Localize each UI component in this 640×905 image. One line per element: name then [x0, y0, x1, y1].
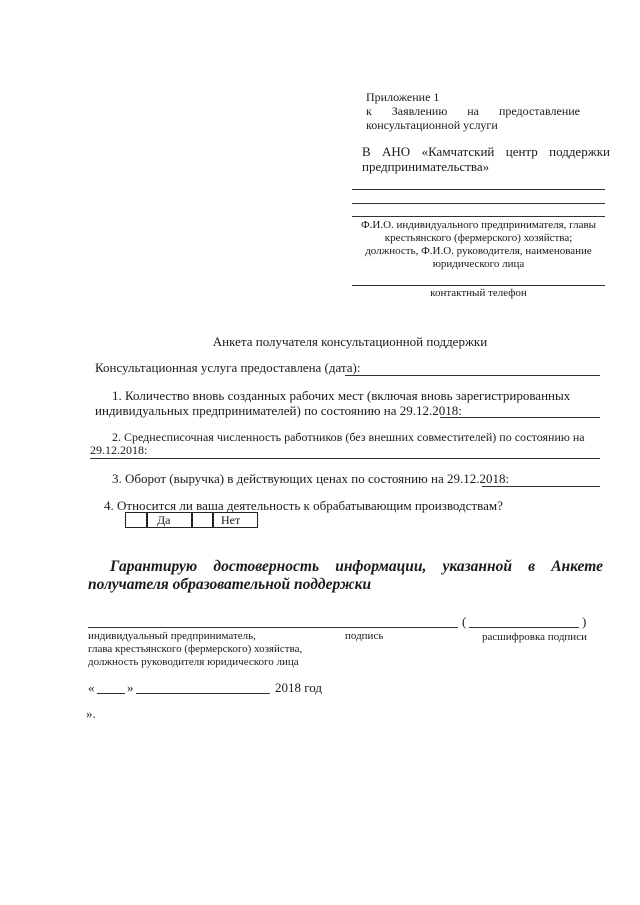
phone-caption: контактный телефон	[430, 287, 527, 299]
question-1-line1: 1. Количество вновь созданных рабочих мест (включая вновь зарегистрированных	[112, 388, 571, 403]
addressee-word: АНО	[382, 144, 411, 159]
addressee-word: поддержки	[549, 144, 610, 159]
answer-no-checkbox[interactable]	[191, 512, 214, 528]
date-year: 2018 год	[275, 680, 322, 695]
question-1-answer-line[interactable]	[440, 417, 600, 418]
appendix-reference-line	[366, 104, 580, 119]
question-2-answer-line[interactable]	[90, 458, 600, 459]
guarantee-line	[110, 558, 603, 576]
service-date-line[interactable]	[345, 375, 600, 376]
applicant-line[interactable]	[352, 216, 605, 217]
guarantee-word: информации,	[335, 558, 427, 575]
appendix-word: на	[467, 104, 479, 118]
decoding-label: расшифровка подписи	[482, 631, 587, 643]
answer-yes-checkbox[interactable]	[125, 512, 148, 528]
open-parenthesis: (	[462, 614, 467, 629]
signer-role-line: индивидуальный предприниматель,	[88, 630, 256, 642]
applicant-caption	[352, 219, 605, 271]
appendix-service: консультационной услуги	[366, 118, 498, 132]
guarantee-continuation: получателя образовательной поддержки	[88, 576, 372, 593]
applicant-line[interactable]	[352, 203, 605, 204]
appendix-word: к	[366, 104, 372, 118]
signer-role-line: глава крестьянского (фермерского) хозяйства,	[88, 643, 303, 655]
question-3-answer-line[interactable]	[482, 486, 600, 487]
question-2-line2: 29.12.2018:	[90, 443, 148, 457]
addressee-org: предпринимательства»	[362, 159, 490, 174]
caption-line: Ф.И.О. индивидуального предпринимателя, главы	[360, 219, 597, 231]
question-2-line1: 2. Среднесписочная численность работников (без внешних совместителей) по состоянию на	[112, 430, 585, 444]
signature-label: подпись	[345, 630, 384, 642]
appendix-title: Приложение 1	[366, 90, 440, 104]
applicant-line[interactable]	[352, 189, 605, 190]
date-month-line[interactable]	[136, 693, 270, 694]
date-open-quote: «	[88, 680, 95, 695]
question-4: 4. Относится ли ваша деятельность к обрабатывающим производствам?	[104, 498, 503, 513]
caption-line: юридического лица	[432, 258, 525, 270]
addressee-word: В	[362, 144, 371, 159]
phone-line[interactable]	[352, 285, 605, 286]
appendix-word: Заявлению	[391, 104, 448, 118]
appendix-word: предоставление	[498, 104, 580, 118]
answer-no-label: Нет	[221, 513, 241, 527]
question-1-line2: индивидуальных предпринимателей) по состоянию на 29.12.2018:	[95, 403, 462, 418]
closing-mark: ».	[86, 706, 96, 721]
answer-yes-label: Да	[157, 513, 171, 527]
signer-role	[88, 630, 302, 669]
form-title: Анкета получателя консультационной поддержки	[212, 334, 488, 349]
signature-line[interactable]	[88, 627, 458, 628]
addressee-word: центр	[505, 144, 538, 159]
answer-no-cell	[212, 512, 258, 528]
caption-line: должность, Ф.И.О. руководителя, наименование	[365, 245, 592, 257]
date-close-quote: »	[127, 680, 134, 695]
addressee-word: «Камчатский	[421, 144, 495, 159]
question-3: 3. Оборот (выручка) в действующих ценах по состоянию на 29.12.2018:	[112, 471, 510, 486]
signer-role-line: должность руководителя юридического лица	[88, 656, 299, 668]
guarantee-word: Гарантирую	[110, 558, 198, 575]
caption-line: крестьянского (фермерского) хозяйства;	[384, 232, 573, 244]
guarantee-word: Анкете	[551, 558, 603, 575]
addressee-line	[362, 144, 610, 160]
signature-decoding-line[interactable]	[469, 627, 579, 628]
guarantee-word: в	[528, 558, 536, 575]
answer-yes-cell	[146, 512, 193, 528]
guarantee-word: достоверность	[213, 558, 320, 575]
guarantee-word: указанной	[442, 558, 512, 575]
date-day-line[interactable]	[97, 693, 125, 694]
close-parenthesis: )	[582, 614, 587, 629]
service-date-label: Консультационная услуга предоставлена (дата):	[95, 360, 361, 375]
